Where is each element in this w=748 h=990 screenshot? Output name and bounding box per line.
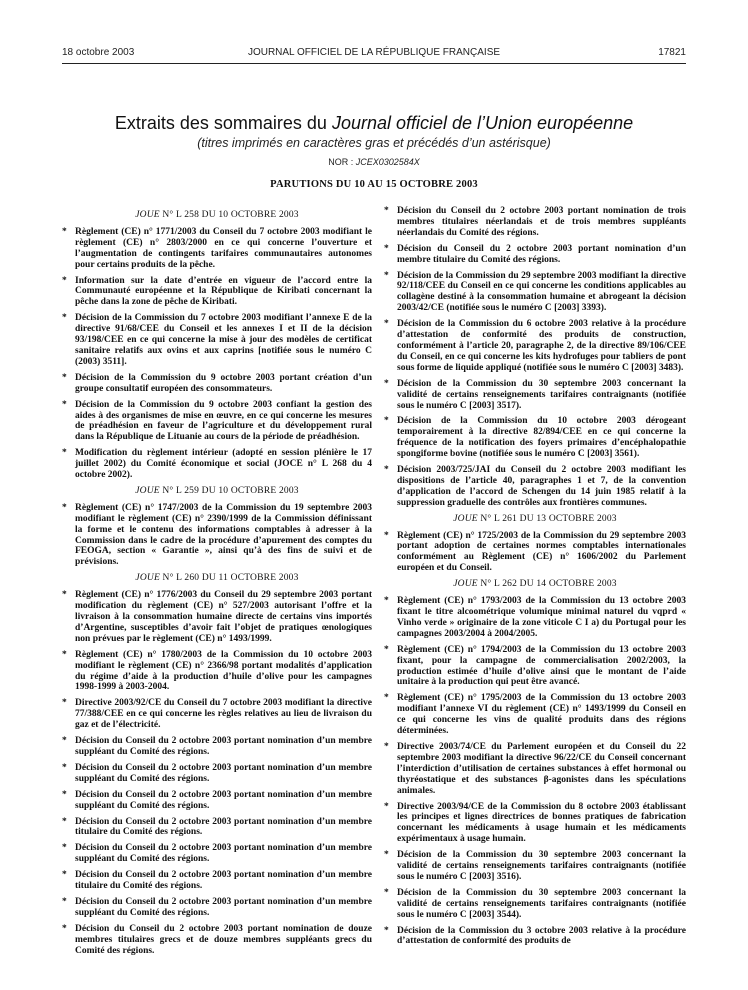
summary-entry — [62, 650, 372, 694]
summary-entry — [384, 531, 686, 575]
summary-entry — [62, 843, 372, 865]
left-column — [62, 206, 372, 961]
summary-entry — [62, 763, 372, 785]
asterisk-bullet: * — [384, 741, 389, 752]
right-column — [384, 206, 686, 952]
section-heading-joue: JOUE — [135, 485, 160, 496]
asterisk-bullet: * — [62, 313, 67, 324]
summary-entry-text: Règlement (CE) n° 1795/2003 de la Commission du 13 octobre 2003 modifiant l’annexe VI du règlement (CE) n° 1493/1999 du Conseil en ce qui concerne les vins de qualité produits dans des régions déterminées. — [397, 693, 686, 737]
summary-entry-text: Directive 2003/92/CE du Conseil du 7 octobre 2003 modifiant la directive 77/388/CEE en ce qui concerne les règles relatives au lieu de livraison du gaz et de l’électricité. — [75, 698, 372, 731]
running-header — [62, 47, 686, 63]
asterisk-bullet: * — [384, 270, 389, 281]
summary-entry — [62, 817, 372, 839]
summary-entry-text: Règlement (CE) n° 1747/2003 de la Commission du 19 septembre 2003 modifiant le règlement (CE) n° 2390/1999 de la Commission définissant la forme et le contenu des informations comptables à adresser à la Commission dans le cadre de la procédure d’apurement des comptes du FEOGA, section « Garantie », ainsi qu’à des fins de suivi et de prévisions. — [75, 502, 372, 568]
asterisk-bullet: * — [384, 596, 389, 607]
summary-entry-text: Information sur la date d’entrée en vigueur de l’accord entre la Communauté européenne et la République de Kiribati concernant la pêche dans la zone de pêche de Kiribati. — [75, 275, 372, 308]
page-title — [0, 113, 748, 134]
summary-entry — [62, 400, 372, 444]
asterisk-bullet: * — [62, 226, 67, 237]
summary-entry-text: Décision du Conseil du 2 octobre 2003 portant nomination d’un membre suppléant du Comité des régions. — [75, 843, 372, 865]
parutions-heading: PARUTIONS DU 10 AU 15 OCTOBRE 2003 — [270, 179, 478, 190]
asterisk-bullet: * — [384, 530, 389, 541]
asterisk-bullet: * — [62, 372, 67, 383]
summary-entry-text: Décision du Conseil du 2 octobre 2003 portant nomination de douze membres titulaires grecs et de douze membres suppléants grecs du Comité des régions. — [75, 923, 372, 956]
summary-entry — [384, 742, 686, 797]
summary-entry-text: Décision du Conseil du 2 octobre 2003 portant nomination d’un membre suppléant du Comité des régions. — [75, 762, 372, 784]
asterisk-bullet: * — [384, 925, 389, 936]
asterisk-bullet: * — [62, 502, 67, 513]
section-heading — [384, 579, 686, 590]
summary-entry — [62, 924, 372, 957]
header-rule — [62, 63, 686, 64]
summary-entry — [384, 802, 686, 846]
summary-entry — [62, 870, 372, 892]
summary-entry-text: Décision de la Commission du 9 octobre 2003 portant création d’un groupe consultatif européen des consommateurs. — [75, 372, 372, 394]
summary-entry — [62, 736, 372, 758]
summary-entry — [62, 227, 372, 271]
page-subtitle: (titres imprimés en caractères gras et précédés d’un astérisque) — [197, 136, 551, 150]
section-heading-joue: JOUE — [453, 579, 478, 590]
summary-entry — [384, 465, 686, 509]
section-heading — [62, 210, 372, 221]
section-heading — [62, 486, 372, 497]
header-date: 18 octobre 2003 — [62, 47, 135, 58]
summary-entry-text: Décision de la Commission du 9 octobre 2003 confiant la gestion des aides à des organismes de mise en œuvre, en ce qui concerne les mesures de préadhésion en faveur de l’agriculture et du développement rural dans la République de Lituanie au cours de la période de préadhésion. — [75, 399, 372, 443]
section-heading — [62, 573, 372, 584]
summary-entry-text: Décision de la Commission du 6 octobre 2003 relative à la procédure d’attestation de conformité des produits de construction, conformément à l’article 20, paragraphe 2, de la directive 89/106/CEE du Conseil, en ce qui concerne les kits hydrofuges pour tabliers de pont sous forme de liquide appliqué (notifiée sous le numéro C [2003] 3483). — [397, 319, 686, 373]
asterisk-bullet: * — [384, 801, 389, 812]
asterisk-bullet: * — [384, 887, 389, 898]
asterisk-bullet: * — [384, 378, 389, 389]
header-journal-title: JOURNAL OFFICIEL DE LA RÉPUBLIQUE FRANÇAISE — [247, 47, 501, 58]
summary-entry-text: Décision du Conseil du 2 octobre 2003 portant nomination d’un membre suppléant du Comité des régions. — [75, 896, 372, 918]
summary-entry-text: Règlement (CE) n° 1776/2003 du Conseil du 29 septembre 2003 portant modification du règlement (CE) n° 527/2003 autorisant l’offre et la livraison à la consommation humaine directe de certains vins importés d’Argentine, susceptibles d’avoir fait l’objet de pratiques œnologiques non prévues par le règlement (CE) n° 1493/1999. — [75, 590, 372, 644]
asterisk-bullet: * — [62, 923, 67, 934]
summary-entry-text: Décision de la Commission du 30 septembre 2003 concernant la validité de certains renseignements tarifaires contraignants (notifiée sous le numéro C [2003] 3544). — [397, 887, 686, 920]
summary-entry — [384, 416, 686, 460]
header-page-number: 17821 — [658, 47, 686, 58]
summary-entry — [384, 888, 686, 921]
summary-entry-text: Décision du Conseil du 2 octobre 2003 portant nomination d’un membre titulaire du Comité des régions. — [397, 243, 686, 265]
asterisk-bullet: * — [384, 416, 389, 427]
section-heading-number: N° L 260 DU 11 OCTOBRE 2003 — [159, 573, 299, 584]
summary-entry-text: Décision du Conseil du 2 octobre 2003 portant nomination de trois membres titulaires néerlandais et de trois membres suppléants néerlandais du Comité des régions. — [397, 206, 686, 238]
asterisk-bullet: * — [62, 762, 67, 773]
section-heading-joue: JOUE — [135, 573, 160, 584]
summary-entry-text: Décision du Conseil du 2 octobre 2003 portant nomination d’un membre suppléant du Comité des régions. — [75, 789, 372, 811]
summary-entry — [62, 276, 372, 309]
summary-entry — [62, 503, 372, 568]
summary-entry — [384, 319, 686, 374]
section-heading-joue: JOUE — [135, 210, 160, 220]
summary-entry-text: Directive 2003/94/CE de la Commission du 8 octobre 2003 établissant les principes et lignes directrices de bonnes pratiques de fabrication concernant les médicaments à usage humain et les médicaments expérimentaux à usage humain. — [397, 801, 686, 845]
summary-entry-text: Décision de la Commission du 30 septembre 2003 concernant la validité de certains renseignements tarifaires contraignants (notifiée sous le numéro C [2003] 3516). — [397, 850, 686, 882]
summary-entry — [62, 897, 372, 919]
summary-entry — [384, 850, 686, 883]
section-heading-number: N° L 259 DU 10 OCTOBRE 2003 — [159, 485, 299, 496]
page-title-journal: Journal officiel de l’Union européenne — [331, 113, 634, 133]
asterisk-bullet: * — [62, 649, 67, 660]
summary-entry — [384, 244, 686, 266]
asterisk-bullet: * — [62, 789, 67, 800]
summary-entry-text: Modification du règlement intérieur (adopté en session plénière le 17 juillet 2002) du Comité économique et social (JOCE n° L 268 du 4 octobre 2002). — [75, 448, 372, 481]
summary-entry — [62, 590, 372, 645]
asterisk-bullet: * — [384, 850, 389, 861]
summary-entry-text: Règlement (CE) n° 1794/2003 de la Commission du 13 octobre 2003 fixant, pour la campagne de commercialisation 2002/2003, la production estimée d’huile d’olive ainsi que le montant de l’aide unitaire à la production qui peut être avancé. — [397, 644, 686, 688]
summary-entry-text: Décision du Conseil du 2 octobre 2003 portant nomination d’un membre suppléant du Comité des régions. — [75, 736, 372, 757]
summary-entry — [384, 645, 686, 689]
summary-entry-text: Règlement (CE) n° 1780/2003 de la Commission du 10 octobre 2003 modifiant le règlement (CE) n° 2366/98 portant modalités d’application du régime d’aide à la production d’huile d’olive pour les campagnes 1998-1999 à 2003-2004. — [75, 649, 372, 693]
asterisk-bullet: * — [384, 644, 389, 655]
summary-entry — [384, 596, 686, 640]
summary-entry — [384, 693, 686, 737]
summary-entry-text: Règlement (CE) n° 1725/2003 de la Commission du 29 septembre 2003 portant adoption de certaines normes comptables internationales conformément au Règlement (CE) n° 1606/2002 du Parlement européen et du Conseil. — [397, 530, 686, 574]
section-heading-number: N° L 262 DU 14 OCTOBRE 2003 — [477, 579, 617, 590]
asterisk-bullet: * — [384, 206, 389, 216]
nor-value: JCEX0302584X — [355, 157, 420, 167]
summary-entry — [384, 379, 686, 412]
asterisk-bullet: * — [62, 590, 67, 601]
asterisk-bullet: * — [384, 465, 389, 476]
summary-entry-text: Décision 2003/725/JAI du Conseil du 2 octobre 2003 modifiant les dispositions de l’article 40, paragraphes 1 et 7, de la convention d’application de l’accord de Schengen du 14 juin 1985 relatif à la suppression graduelle des contrôles aux frontières communes. — [397, 465, 686, 508]
asterisk-bullet: * — [62, 448, 67, 459]
summary-entry — [62, 698, 372, 731]
asterisk-bullet: * — [62, 399, 67, 410]
asterisk-bullet: * — [384, 693, 389, 704]
nor-label: NOR : — [328, 157, 356, 167]
section-heading-number: N° L 258 DU 10 OCTOBRE 2003 — [159, 210, 299, 220]
asterisk-bullet: * — [62, 816, 67, 827]
asterisk-bullet: * — [62, 275, 67, 286]
summary-entry-text: Décision de la Commission du 30 septembre 2003 concernant la validité de certains renseignements tarifaires contraignants (notifiée sous le numéro C [2003] 3517). — [397, 378, 686, 411]
section-heading — [384, 514, 686, 525]
summary-entry-text: Directive 2003/74/CE du Parlement européen et du Conseil du 22 septembre 2003 modifiant la directive 96/22/CE du Conseil concernant l’interdiction d’utilisation de certaines substances à effet hormonal ou thyréostatique et des substances β-agonistes dans les spéculations animales. — [397, 741, 686, 796]
summary-entry-text: Décision du Conseil du 2 octobre 2003 portant nomination d’un membre titulaire du Comité des régions. — [75, 870, 372, 892]
summary-entry-text: Décision du Conseil du 2 octobre 2003 portant nomination d’un membre titulaire du Comité des régions. — [75, 816, 372, 838]
asterisk-bullet: * — [62, 698, 67, 709]
summary-entry-text: Règlement (CE) n° 1771/2003 du Conseil du 7 octobre 2003 modifiant le règlement (CE) n° 2803/2000 en ce qui concerne l’ouverture et l’augmentation de contingents tarifaires communautaires autonomes pour certains produits de la pêche. — [75, 226, 372, 270]
summary-entry — [62, 448, 372, 481]
summary-entry — [384, 926, 686, 948]
summary-entry-text: Décision de la Commission du 10 octobre 2003 dérogeant temporairement à la directive 82/894/CEE en ce qui concerne la fréquence de la notification des foyers primaires d’encéphalopathie spongiforme bovine (notifiée sous le numéro C [2003] 3561). — [397, 416, 686, 460]
summary-entry — [384, 271, 686, 315]
asterisk-bullet: * — [62, 896, 67, 907]
nor-reference — [0, 157, 748, 167]
summary-entry-text: Règlement (CE) n° 1793/2003 de la Commission du 13 octobre 2003 fixant le titre alcoométrique volumique minimal naturel du vqprd « Vinho verde » originaire de la zone viticole C I a) du Portugal pour les campagnes 2003/2004 à 2004/2005. — [397, 596, 686, 639]
summary-entry — [62, 373, 372, 395]
page-title-prefix: Extraits des sommaires du — [114, 113, 332, 133]
summary-entry-text: Décision de la Commission du 3 octobre 2003 relative à la procédure d’attestation de conformité des produits de — [397, 925, 686, 947]
summary-entry — [62, 790, 372, 812]
asterisk-bullet: * — [62, 843, 67, 854]
summary-entry — [62, 313, 372, 368]
asterisk-bullet: * — [384, 243, 389, 254]
asterisk-bullet: * — [62, 870, 67, 881]
section-heading-number: N° L 261 DU 13 OCTOBRE 2003 — [477, 513, 617, 524]
section-heading-joue: JOUE — [453, 513, 478, 524]
asterisk-bullet: * — [384, 319, 389, 330]
summary-entry-text: Décision de la Commission du 7 octobre 2003 modifiant l’annexe E de la directive 91/68/CEE du Conseil et les annexes I et II de la décision 93/198/CEE en ce qui concerne la mise à jour des modèles de certificat sanitaire relatifs aux ovins et aux caprins [notifiée sous le numéro C (2003) 3511]. — [75, 313, 372, 367]
summary-entry — [384, 206, 686, 239]
summary-entry-text: Décision de la Commission du 29 septembre 2003 modifiant la directive 92/118/CEE du Conseil en ce qui concerne les conditions applicables au collagène destiné à la consommation humaine et abrogeant la décision 2003/42/CE (notifiée sous le numéro C [2003] 3393). — [397, 270, 686, 314]
asterisk-bullet: * — [62, 736, 67, 747]
